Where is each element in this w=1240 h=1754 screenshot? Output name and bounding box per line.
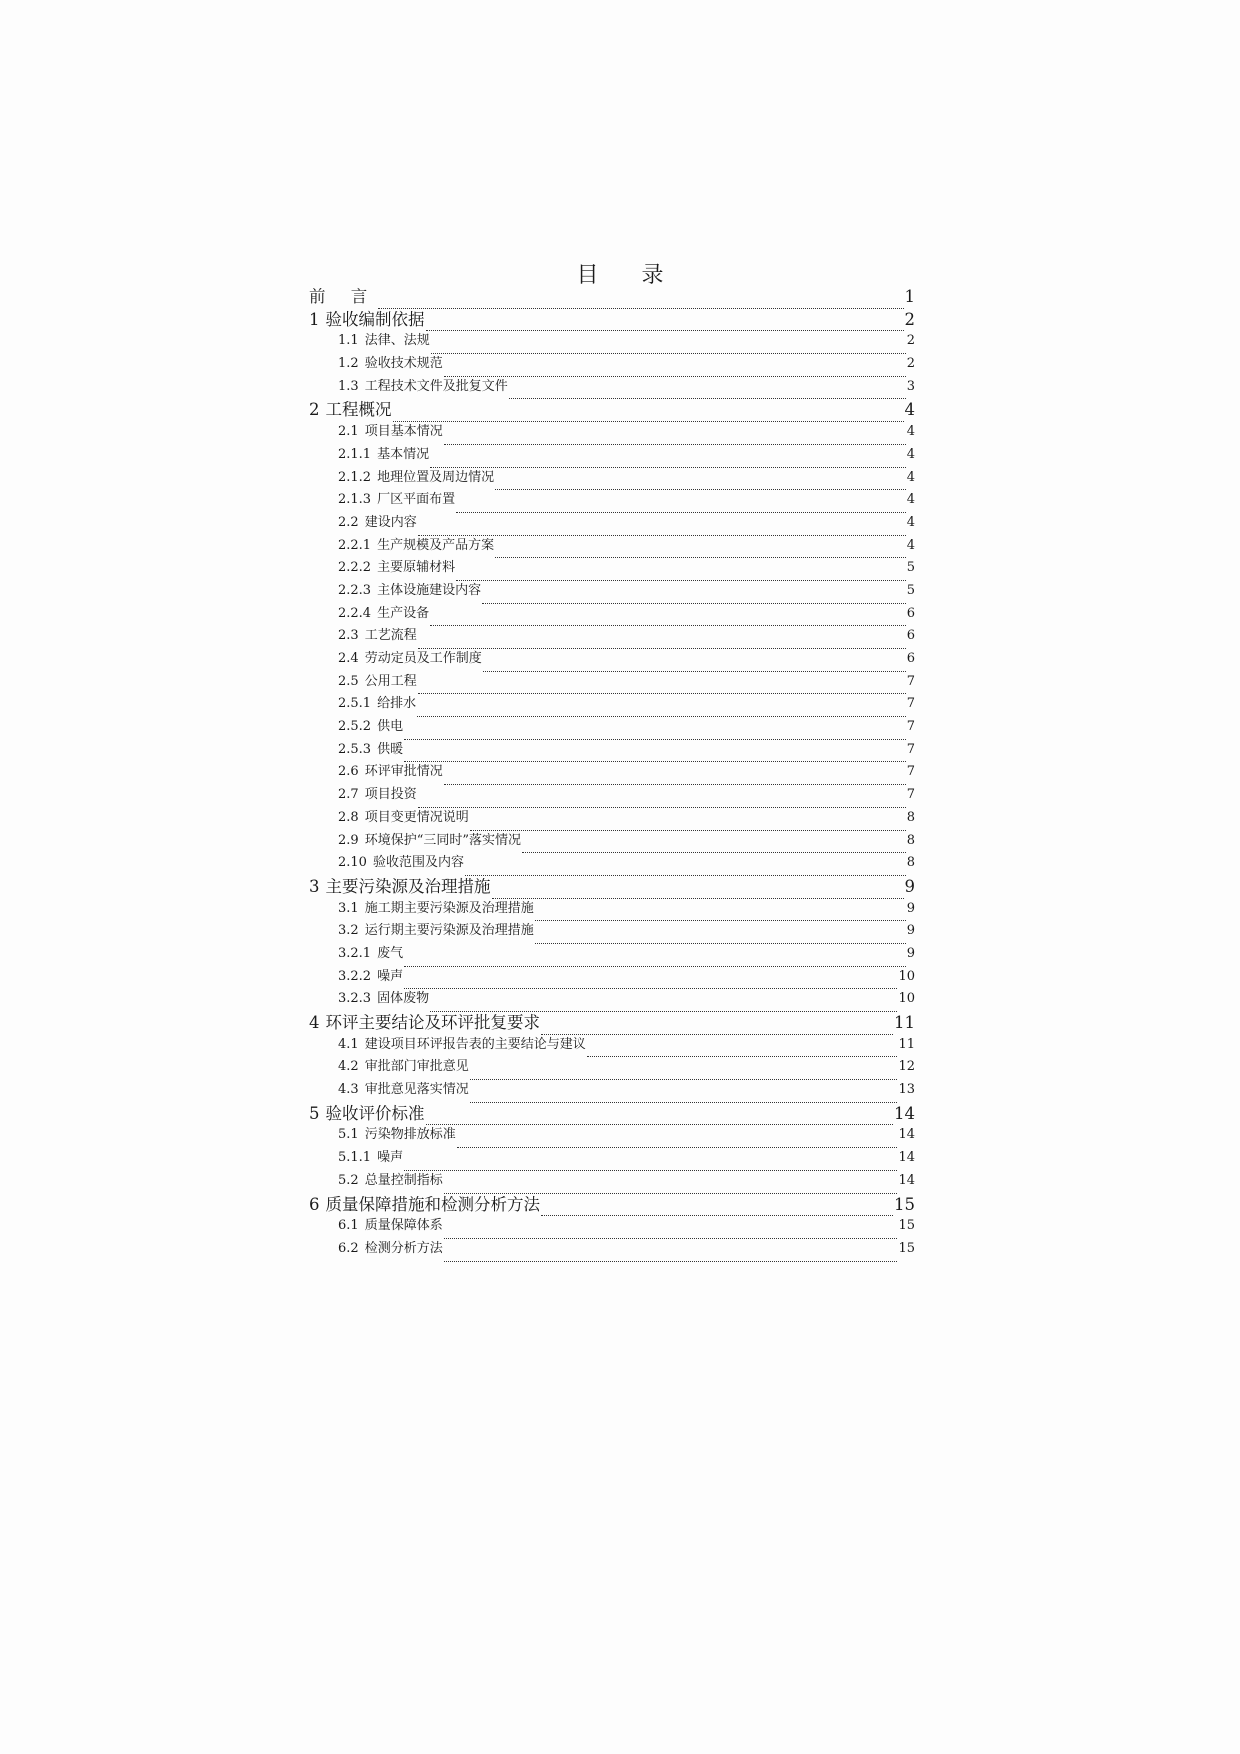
dot-leader [417, 716, 906, 717]
toc-entry-label [338, 448, 429, 461]
toc-entry-text: 污染物排放标准 [364, 1127, 456, 1143]
dot-leader [430, 625, 906, 626]
toc-page-number: 14 [894, 1103, 915, 1123]
toc-entry[interactable] [309, 856, 915, 879]
toc-page-number: 7 [906, 719, 915, 735]
toc-entry-label [338, 1060, 469, 1073]
toc-entry-label [338, 856, 464, 869]
dot-leader [404, 739, 906, 740]
dot-leader [404, 1170, 897, 1171]
toc-entry-number: 5.1.1 [338, 1150, 372, 1166]
toc-page-number: 4 [906, 514, 915, 530]
toc-page-number: 9 [906, 923, 915, 939]
dot-leader [378, 308, 903, 309]
toc-entry-number: 4.3 [338, 1082, 359, 1098]
toc-entry[interactable] [309, 1038, 915, 1061]
toc-entry-number: 2.3 [338, 628, 359, 644]
toc-page-number: 14 [898, 1150, 915, 1166]
toc-entry[interactable] [309, 1083, 915, 1106]
dot-leader [587, 1056, 898, 1057]
toc-entry-label [338, 607, 429, 620]
toc-entry-number: 2.5.2 [338, 719, 372, 735]
dot-leader [430, 467, 906, 468]
toc-entry[interactable] [309, 516, 915, 539]
toc-entry-label [338, 380, 508, 393]
toc-entry-label [338, 652, 482, 665]
toc-entry-label [338, 1151, 403, 1164]
toc-entry-text: 生产设备 [377, 605, 430, 621]
toc-entry-text: 验收范围及内容 [372, 855, 464, 871]
dot-leader [465, 875, 906, 876]
dot-leader [444, 1261, 898, 1262]
toc-page-number: 9 [906, 900, 915, 916]
toc-entry[interactable] [309, 1103, 915, 1129]
toc-entry-text: 地理位置及周边情况 [377, 469, 495, 485]
toc-page-number: 15 [898, 1240, 915, 1256]
toc-entry-label [338, 334, 430, 347]
toc-entry-number: 4 [309, 1013, 320, 1032]
toc-entry-number: 2.10 [338, 855, 367, 871]
toc-page-number: 9 [906, 945, 915, 961]
toc-entry-number: 1.3 [338, 378, 359, 394]
toc-entry-number: 2.2.4 [338, 605, 372, 621]
toc-entry-number: 2.1.1 [338, 446, 372, 462]
dot-leader [404, 988, 897, 989]
toc-entry[interactable] [309, 539, 915, 562]
dot-leader [393, 421, 904, 422]
dot-leader [470, 1079, 898, 1080]
toc-page-number: 2 [906, 333, 915, 349]
toc-entry[interactable] [309, 1219, 915, 1242]
toc-page-number: 3 [906, 378, 915, 394]
toc-entry-text: 供暖 [377, 741, 404, 757]
dot-leader [456, 512, 906, 513]
toc-entry-number: 2.6 [338, 764, 359, 780]
toc-page-number: 5 [906, 560, 915, 576]
toc-page-number: 2 [904, 309, 915, 329]
toc-entry-text: 验收编制依据 [325, 309, 425, 329]
toc-entry-label [338, 924, 534, 937]
toc-entry-text: 总量控制指标 [364, 1172, 443, 1188]
toc-entry[interactable] [309, 834, 915, 857]
dot-leader [404, 966, 906, 967]
toc-entry-label [338, 811, 469, 824]
toc-entry[interactable] [309, 765, 915, 788]
toc-entry-number: 6.2 [338, 1240, 359, 1256]
toc-entry-label [338, 516, 417, 529]
toc-page-number: 9 [904, 876, 915, 896]
toc-entry[interactable] [309, 743, 915, 766]
toc-entry-number: 6 [309, 1194, 320, 1214]
toc-entry-text: 废气 [377, 945, 404, 961]
toc-entry[interactable] [309, 876, 915, 902]
toc-entry-label [309, 1015, 540, 1032]
toc-entry[interactable] [309, 720, 915, 743]
toc-entry-text: 验收评价标准 [325, 1103, 425, 1123]
toc-entry-number: 2.2.3 [338, 582, 372, 598]
toc-entry-text: 环境保护“三同时”落实情况 [364, 832, 521, 848]
toc-entry-label [338, 1038, 586, 1051]
toc-entry[interactable] [309, 1128, 915, 1151]
toc-page-number: 8 [906, 855, 915, 871]
toc-page-number: 10 [898, 991, 915, 1007]
toc-entry-number: 2.9 [338, 832, 359, 848]
toc-page-number: 8 [906, 809, 915, 825]
toc-entry-number: 3.1 [338, 900, 359, 916]
toc-entry-number: 4.2 [338, 1059, 359, 1075]
toc-entry-label [338, 697, 416, 710]
toc-entry-label [338, 765, 443, 778]
dot-leader [509, 398, 906, 399]
toc-entry[interactable] [309, 902, 915, 925]
toc-entry[interactable] [309, 309, 915, 335]
toc-entry[interactable] [309, 970, 915, 993]
toc-title: 目 录 [576, 263, 682, 288]
toc-entry-number: 6.1 [338, 1218, 359, 1234]
toc-entry-number: 3.2.1 [338, 945, 372, 961]
toc-entry-number: 3.2.3 [338, 991, 372, 1007]
toc-entry-text: 厂区平面布置 [377, 492, 456, 508]
toc-entry-number: 5.1 [338, 1127, 359, 1143]
toc-entry-number: 5 [309, 1103, 320, 1123]
toc-page-number: 5 [906, 582, 915, 598]
toc-entry-label [338, 584, 481, 597]
toc-page-number: 13 [898, 1082, 915, 1098]
toc-entry-text: 主要污染源及治理措施 [325, 876, 491, 896]
toc-entry-number: 3.2 [338, 923, 359, 939]
toc-entry[interactable] [309, 448, 915, 471]
toc-entry-number: 2.2.1 [338, 537, 372, 553]
toc-entry-text: 噪声 [377, 1150, 404, 1166]
toc-page-number: 7 [906, 673, 915, 689]
toc-entry[interactable] [309, 425, 915, 448]
toc-entry[interactable] [309, 652, 915, 675]
toc-entry[interactable] [309, 471, 915, 494]
dot-leader [444, 784, 906, 785]
toc-page-number: 8 [906, 832, 915, 848]
toc-entry-number: 2.1 [338, 424, 359, 440]
toc-entry-number: 1 [309, 309, 320, 329]
toc-page-number: 7 [906, 696, 915, 712]
dot-leader [431, 353, 906, 354]
dot-leader [541, 1215, 893, 1216]
dot-leader [426, 1124, 894, 1125]
toc-entry-label [338, 1242, 443, 1255]
toc-entry-text: 供电 [377, 719, 404, 735]
toc-entry[interactable] [309, 1242, 915, 1265]
toc-page-number: 14 [898, 1127, 915, 1143]
toc-entry[interactable] [309, 402, 915, 425]
toc-entry-text: 建设内容 [364, 514, 417, 530]
toc-page-number: 7 [906, 764, 915, 780]
toc-entry-label [309, 1194, 540, 1214]
toc-page-number: 4 [906, 446, 915, 462]
dot-leader [444, 376, 906, 377]
toc-page-number: 7 [906, 741, 915, 757]
toc-entry-text: 公用工程 [364, 673, 417, 689]
toc-entry-text: 工程技术文件及批复文件 [364, 378, 508, 394]
dot-leader [522, 852, 906, 853]
dot-leader [483, 671, 906, 672]
toc-page-number: 1 [904, 287, 915, 306]
toc-entry[interactable] [309, 289, 915, 312]
toc-entry-label [338, 1128, 456, 1141]
dot-leader [495, 557, 906, 558]
toc-entry-text: 环评主要结论及环评批复要求 [325, 1013, 540, 1032]
toc-entry[interactable] [309, 380, 915, 403]
toc-entry-number: 2.8 [338, 809, 359, 825]
toc-page-number: 7 [906, 787, 915, 803]
toc-entry-label [309, 876, 491, 896]
toc-page-number: 4 [906, 537, 915, 553]
toc-entry-number: 2.7 [338, 787, 359, 803]
toc-entry-label [338, 471, 494, 484]
toc-entry[interactable] [309, 1151, 915, 1174]
dot-leader [430, 1011, 897, 1012]
toc-entry-label [338, 629, 417, 642]
toc-entry[interactable] [309, 697, 915, 720]
toc-entry-text: 主要原辅材料 [377, 560, 456, 576]
toc-entry-label [309, 402, 392, 419]
toc-entry-number: 1.1 [338, 333, 359, 349]
toc-entry-label [338, 902, 534, 915]
toc-page-number: 14 [898, 1172, 915, 1188]
toc-entry-number: 3.2.2 [338, 968, 372, 984]
toc-entry-text: 项目变更情况说明 [364, 809, 469, 825]
toc-entry-number: 2.2 [338, 514, 359, 530]
toc-entry-text: 劳动定员及工作制度 [364, 651, 482, 666]
toc-entry[interactable] [309, 1194, 915, 1220]
toc-page-number: 4 [906, 492, 915, 508]
toc-entry[interactable] [309, 1174, 915, 1197]
toc-entry-text: 项目投资 [364, 787, 417, 803]
toc-entry[interactable] [309, 1015, 915, 1038]
dot-leader [418, 648, 906, 649]
toc-entry[interactable] [309, 947, 915, 970]
toc-entry[interactable] [309, 584, 915, 607]
toc-entry-text: 施工期主要污染源及治理措施 [364, 900, 534, 916]
toc-page-number: 15 [894, 1194, 915, 1214]
toc-entry-text: 审批部门审批意见 [364, 1059, 469, 1075]
toc-page-number: 10 [898, 968, 915, 984]
toc-entry-label [338, 357, 443, 370]
toc-entry-number: 2.1.3 [338, 492, 372, 508]
toc-page-number: 12 [898, 1059, 915, 1075]
toc-entry-number: 2.5.3 [338, 741, 372, 757]
toc-entry-number: 4.1 [338, 1036, 359, 1052]
toc-entry-text: 噪声 [377, 968, 404, 984]
toc-entry-label [338, 675, 417, 688]
toc-entry-label [338, 1174, 443, 1187]
toc-entry[interactable] [309, 629, 915, 652]
toc-entry-text: 工艺流程 [364, 628, 417, 644]
toc-entry-label [338, 970, 403, 983]
toc-entry-label [338, 1219, 443, 1232]
toc-entry-label [338, 1083, 469, 1096]
toc-entry-text: 审批意见落实情况 [364, 1082, 469, 1098]
table-of-contents [309, 289, 915, 1265]
toc-entry[interactable] [309, 992, 915, 1015]
toc-entry[interactable] [309, 811, 915, 834]
toc-page-number: 6 [906, 651, 915, 666]
dot-leader [418, 807, 906, 808]
toc-entry-label [338, 743, 403, 756]
toc-entry-number: 2.5.1 [338, 696, 372, 712]
toc-entry-label [338, 834, 521, 847]
toc-page-number: 6 [906, 605, 915, 621]
toc-page-number: 4 [906, 424, 915, 440]
toc-page-number: 6 [906, 628, 915, 644]
toc-page-number: 4 [906, 469, 915, 485]
toc-page-number: 11 [894, 1013, 915, 1032]
toc-entry[interactable] [309, 357, 915, 380]
toc-entry-label [338, 425, 443, 438]
toc-page-number: 15 [898, 1218, 915, 1234]
dot-leader [495, 489, 906, 490]
dot-leader [418, 693, 906, 694]
toc-entry-label [338, 539, 494, 552]
toc-entry[interactable] [309, 1060, 915, 1083]
dot-leader [482, 603, 906, 604]
toc-entry-number: 2.1.2 [338, 469, 372, 485]
dot-leader [535, 943, 906, 944]
toc-entry-label [338, 947, 403, 960]
toc-entry-number: 2.2.2 [338, 560, 372, 576]
toc-entry-number: 1.2 [338, 356, 359, 372]
toc-entry-text: 环评审批情况 [364, 764, 443, 780]
toc-entry[interactable] [309, 561, 915, 584]
toc-entry-text: 给排水 [377, 696, 417, 712]
dot-leader [456, 580, 906, 581]
toc-entry-text: 生产规模及产品方案 [377, 537, 495, 553]
dot-leader [444, 1238, 898, 1239]
dot-leader [470, 1102, 898, 1103]
dot-leader [404, 761, 906, 762]
toc-entry-text: 工程概况 [325, 400, 392, 420]
dot-leader [418, 535, 906, 536]
toc-entry[interactable] [309, 675, 915, 698]
toc-entry[interactable] [309, 334, 915, 357]
dot-leader [470, 830, 906, 831]
toc-entry-text: 质量保障体系 [364, 1218, 443, 1234]
dot-leader [492, 898, 904, 899]
toc-entry-text: 前 言 [309, 287, 378, 306]
toc-entry-text: 主体设施建设内容 [377, 582, 482, 598]
toc-page-number: 11 [898, 1036, 915, 1052]
toc-entry-text: 建设项目环评报告表的主要结论与建议 [364, 1036, 586, 1052]
toc-entry[interactable] [309, 788, 915, 811]
toc-entry-label [309, 1103, 425, 1123]
toc-page-number: 4 [904, 400, 915, 420]
toc-entry-label [338, 788, 417, 801]
toc-entry-text: 固体废物 [377, 991, 430, 1007]
toc-entry[interactable] [309, 493, 915, 516]
toc-entry-text: 运行期主要污染源及治理措施 [364, 923, 534, 939]
toc-entry-label [338, 720, 403, 733]
dot-leader [444, 1193, 898, 1194]
toc-entry-label [338, 561, 455, 574]
dot-leader [541, 1034, 893, 1035]
toc-entry-label [338, 992, 429, 1005]
toc-entry-label [338, 493, 455, 506]
toc-entry-text: 验收技术规范 [364, 356, 443, 372]
toc-entry-text: 法律、法规 [364, 333, 430, 349]
toc-entry[interactable] [309, 924, 915, 947]
toc-entry-text: 项目基本情况 [364, 424, 443, 440]
toc-entry-number: 2.4 [338, 651, 359, 666]
dot-leader [426, 330, 904, 331]
toc-entry-label [309, 309, 425, 329]
toc-entry-number: 2 [309, 400, 320, 420]
toc-entry-text: 基本情况 [377, 446, 430, 462]
toc-entry-text: 质量保障措施和检测分析方法 [325, 1194, 540, 1214]
toc-entry-label [309, 289, 377, 306]
toc-entry-number: 2.5 [338, 673, 359, 689]
dot-leader [457, 1147, 898, 1148]
toc-page-number: 2 [906, 356, 915, 372]
dot-leader [535, 920, 906, 921]
toc-entry[interactable] [309, 607, 915, 630]
dot-leader [444, 444, 906, 445]
toc-entry-text: 检测分析方法 [364, 1240, 443, 1256]
toc-entry-number: 3 [309, 876, 320, 896]
toc-entry-number: 5.2 [338, 1172, 359, 1188]
